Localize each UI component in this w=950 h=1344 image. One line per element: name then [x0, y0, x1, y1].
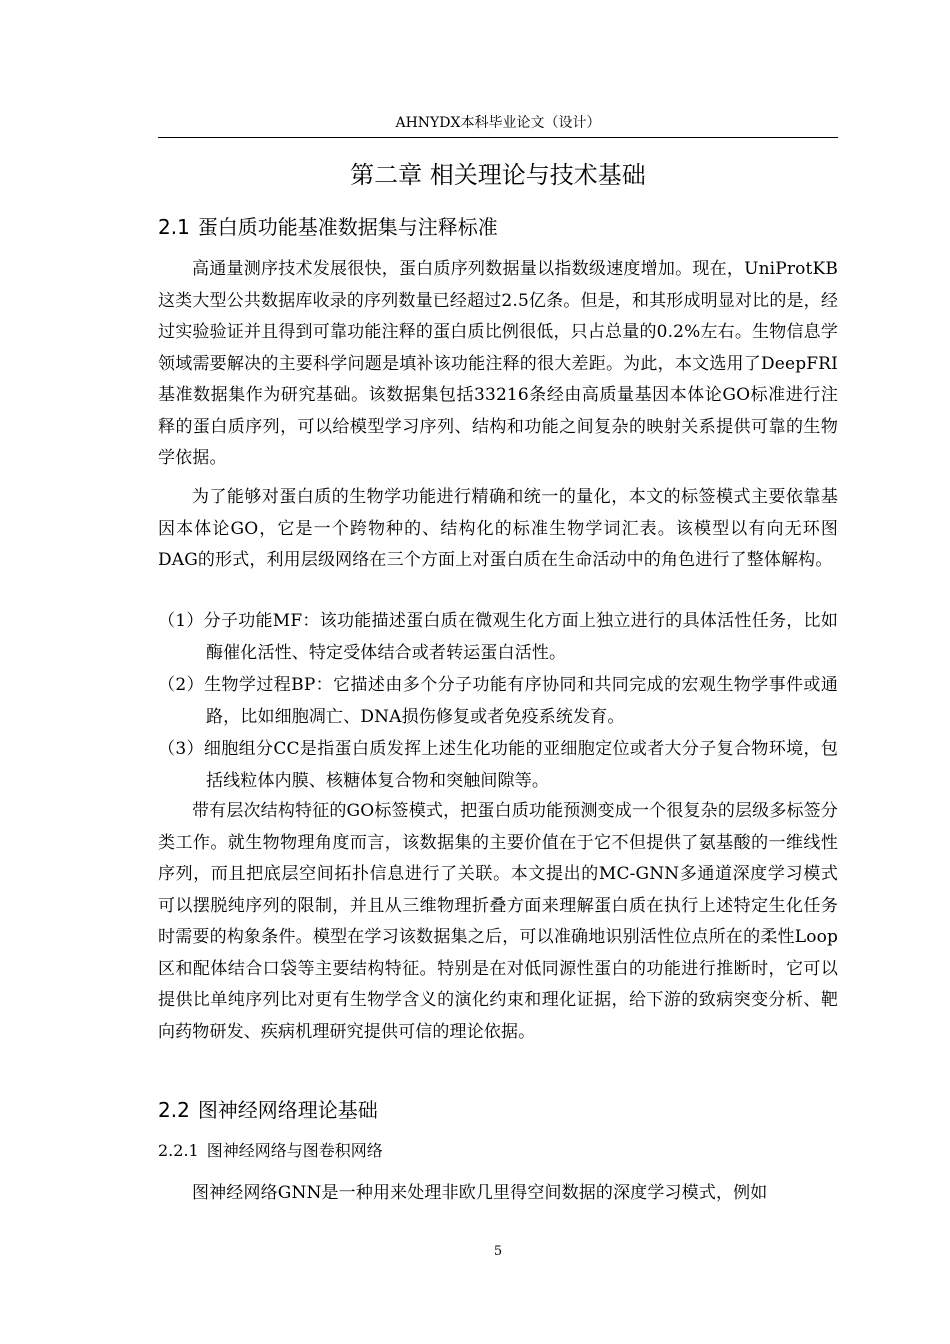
subsection-heading-2-2-1 [158, 1138, 838, 1164]
running-header: AHNYDX本科毕业论文（设计） [395, 115, 601, 131]
section-title: 图神经网络理论基础 [197, 1098, 378, 1122]
paragraph-mc-gnn-value: 带有层次结构特征的GO标签模式，把蛋白质功能预测变成一个很复杂的层级多标签分类工作。就生物物理角度而言，该数据集的主要价值在于它不但提供了氨基酸的一维线性序列，而且把底层空间拓扑信息进行了关联。本文提出的MC-GNN多通道深度学习模式可以摆脱纯序列的限制，并且从三维物理折叠方面来理解蛋白质在执行上述特定生化任务时需要的构象条件。模型在学习该数据集之后，可以准确地识别活性位点所在的柔性Loop区和配体结合口袋等主要结构特征。特别是在对低同源性蛋白的功能进行推断时，它可以提供比单纯序列比对更有生物学含义的演化约束和理化证据，给下游的致病突变分析、靶向药物研发、疾病机理研究提供可信的理论依据。 [158, 801, 838, 1042]
subsection-title: 图神经网络与图卷积网络 [206, 1141, 383, 1160]
paragraph-go-annotation: 为了能够对蛋白质的生物学功能进行精确和统一的量化，本文的标签模式主要依靠基因本体论GO，它是一个跨物种的、结构化的标准生物学词汇表。该模型以有向无环图DAG的形式，利用层级网络在三个方面上对蛋白质在生命活动中的角色进行了整体解构。 [158, 487, 838, 570]
subsection-number: 2.2.1 [158, 1141, 199, 1160]
section-heading-2-2 [158, 1095, 838, 1125]
chapter-title: 第二章 相关理论与技术基础 [350, 161, 646, 189]
paragraph-gnn-intro: 图神经网络GNN是一种用来处理非欧几里得空间数据的深度学习模式，例如 [192, 1183, 768, 1203]
section-heading-2-1 [158, 212, 838, 242]
page-number: 5 [493, 1244, 503, 1259]
list-item-biological-process: （2）生物学过程BP：它描述由多个分子功能有序协同和共同完成的宏观生物学事件或通路，比如细胞凋亡、DNA损伤修复或者免疫系统发育。 [158, 675, 838, 727]
section-number: 2.1 [158, 215, 190, 239]
header-rule [158, 137, 838, 138]
list-item-cellular-component: （3）细胞组分CC是指蛋白质发挥上述生化功能的亚细胞定位或者大分子复合物环境，包括线粒体内膜、核糖体复合物和突触间隙等。 [158, 739, 838, 791]
list-item-molecular-function: （1）分子功能MF：该功能描述蛋白质在微观生化方面上独立进行的具体活性任务，比如酶催化活性、特定受体结合或者转运蛋白活性。 [158, 611, 838, 663]
section-title: 蛋白质功能基准数据集与注释标准 [197, 215, 498, 239]
section-number: 2.2 [158, 1098, 190, 1122]
paragraph-dataset-intro: 高通量测序技术发展很快，蛋白质序列数据量以指数级速度增加。现在，UniProtKB这类大型公共数据库收录的序列数量已经超过2.5亿条。但是，和其形成明显对比的是，经过实验验证并且得到可靠功能注释的蛋白质比例很低，只占总量的0.2%左右。生物信息学领域需要解决的主要科学问题是填补该功能注释的很大差距。为此，本文选用了DeepFRI基准数据集作为研究基础。该数据集包括33216条经由高质量基因本体论GO标准进行注释的蛋白质序列，可以给模型学习序列、结构和功能之间复杂的映射关系提供可靠的生物学依据。 [158, 259, 838, 468]
